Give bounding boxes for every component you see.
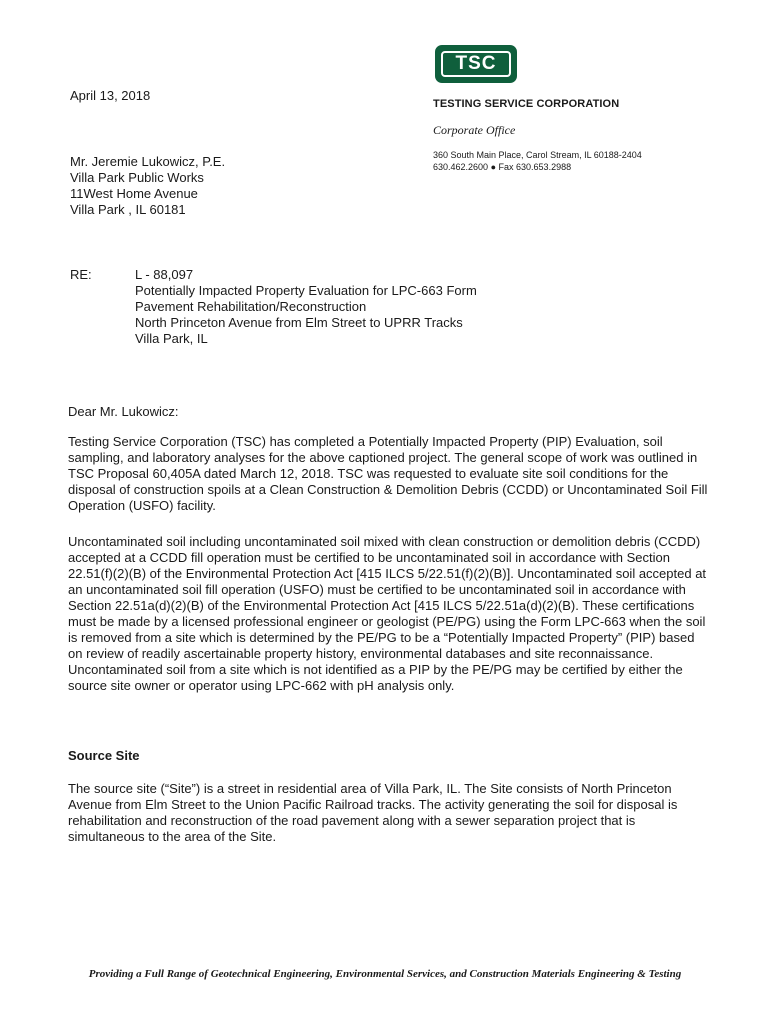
re-line: Potentially Impacted Property Evaluation for LPC-663 Form	[135, 283, 477, 298]
logo-text: TSC	[441, 51, 511, 77]
recipient-city: Villa Park , IL 60181	[70, 202, 186, 217]
re-line: L - 88,097	[135, 267, 194, 282]
company-logo	[435, 45, 517, 83]
office-label: Corporate Office	[433, 123, 516, 137]
fax-number: Fax 630.653.2988	[498, 162, 572, 172]
company-phone-fax	[433, 161, 571, 173]
re-label: RE:	[70, 267, 92, 282]
recipient-name: Mr. Jeremie Lukowicz, P.E.	[70, 154, 226, 169]
company-name: TESTING SERVICE CORPORATION	[433, 98, 620, 110]
letter-date: April 13, 2018	[70, 88, 151, 103]
re-line: Villa Park, IL	[135, 331, 208, 346]
recipient-organization: Villa Park Public Works	[70, 170, 204, 185]
body-paragraph: Testing Service Corporation (TSC) has completed a Potentially Impacted Property (PIP) Evaluation, soil sampling, and laboratory analyses for the above captioned project. The general scope of work was outlined in TSC Proposal 60,405A dated March 12, 2018. TSC was requested to evaluate site soil conditions for the disposal of construction spoils at a Clean Construction & Demolition Debris (CCDD) or Uncontaminated Soil Fill Operation (USFO) facility.	[68, 434, 708, 513]
re-line: North Princeton Avenue from Elm Street to UPRR Tracks	[135, 315, 463, 330]
recipient-address	[70, 154, 225, 218]
re-line: Pavement Rehabilitation/Reconstruction	[135, 299, 367, 314]
company-address: 360 South Main Place, Carol Stream, IL 60188-2404	[433, 150, 642, 160]
bullet-separator: ●	[490, 162, 497, 172]
phone-number: 630.462.2600	[433, 162, 489, 172]
section-heading: Source Site	[68, 748, 140, 763]
footer-tagline: Providing a Full Range of Geotechnical Engineering, Environmental Services, and Construction Materials Engineering & Testing	[88, 968, 682, 980]
section-paragraph: The source site (“Site”) is a street in residential area of Villa Park, IL. The Site consists of North Princeton Avenue from Elm Street to the Union Pacific Railroad tracks. The activity generating the soil for disposal is rehabilitation and reconstruction of the road pavement along with a sewer separation project that is simultaneous to the area of the Site.	[68, 781, 678, 844]
recipient-street: 11West Home Avenue	[70, 186, 198, 201]
body-paragraph: Uncontaminated soil including uncontaminated soil mixed with clean construction or demolition debris (CCDD) accepted at a CCDD fill operation must be certified to be uncontaminated soil in accordance with Section 22.51(f)(2)(B) of the Environmental Protection Act [415 ILCS 5/22.51(f)(2)(B)]. Uncontaminated soil accepted at an uncontaminated soil fill operation (USFO) must be certified to be uncontaminated soil in accordance with Section 22.51a(d)(2)(B) of the Environmental Protection Act [415 ILCS 5/22.51a(d)(2)(B). These certifications must be made by a licensed professional engineer or geologist (PE/PG) using the Form LPC-663 when the soil is removed from a site which is determined by the PE/PG to be a “Potentially Impacted Property” (PIP) based on review of readily ascertainable property history, environmental databases and site reconnaissance. Uncontaminated soil from a site which is not identified as a PIP by the PE/PG may be certified by either the source site owner or operator using LPC-662 with pH analysis only.	[68, 534, 707, 693]
re-lines	[135, 267, 477, 347]
salutation: Dear Mr. Lukowicz:	[68, 404, 179, 419]
